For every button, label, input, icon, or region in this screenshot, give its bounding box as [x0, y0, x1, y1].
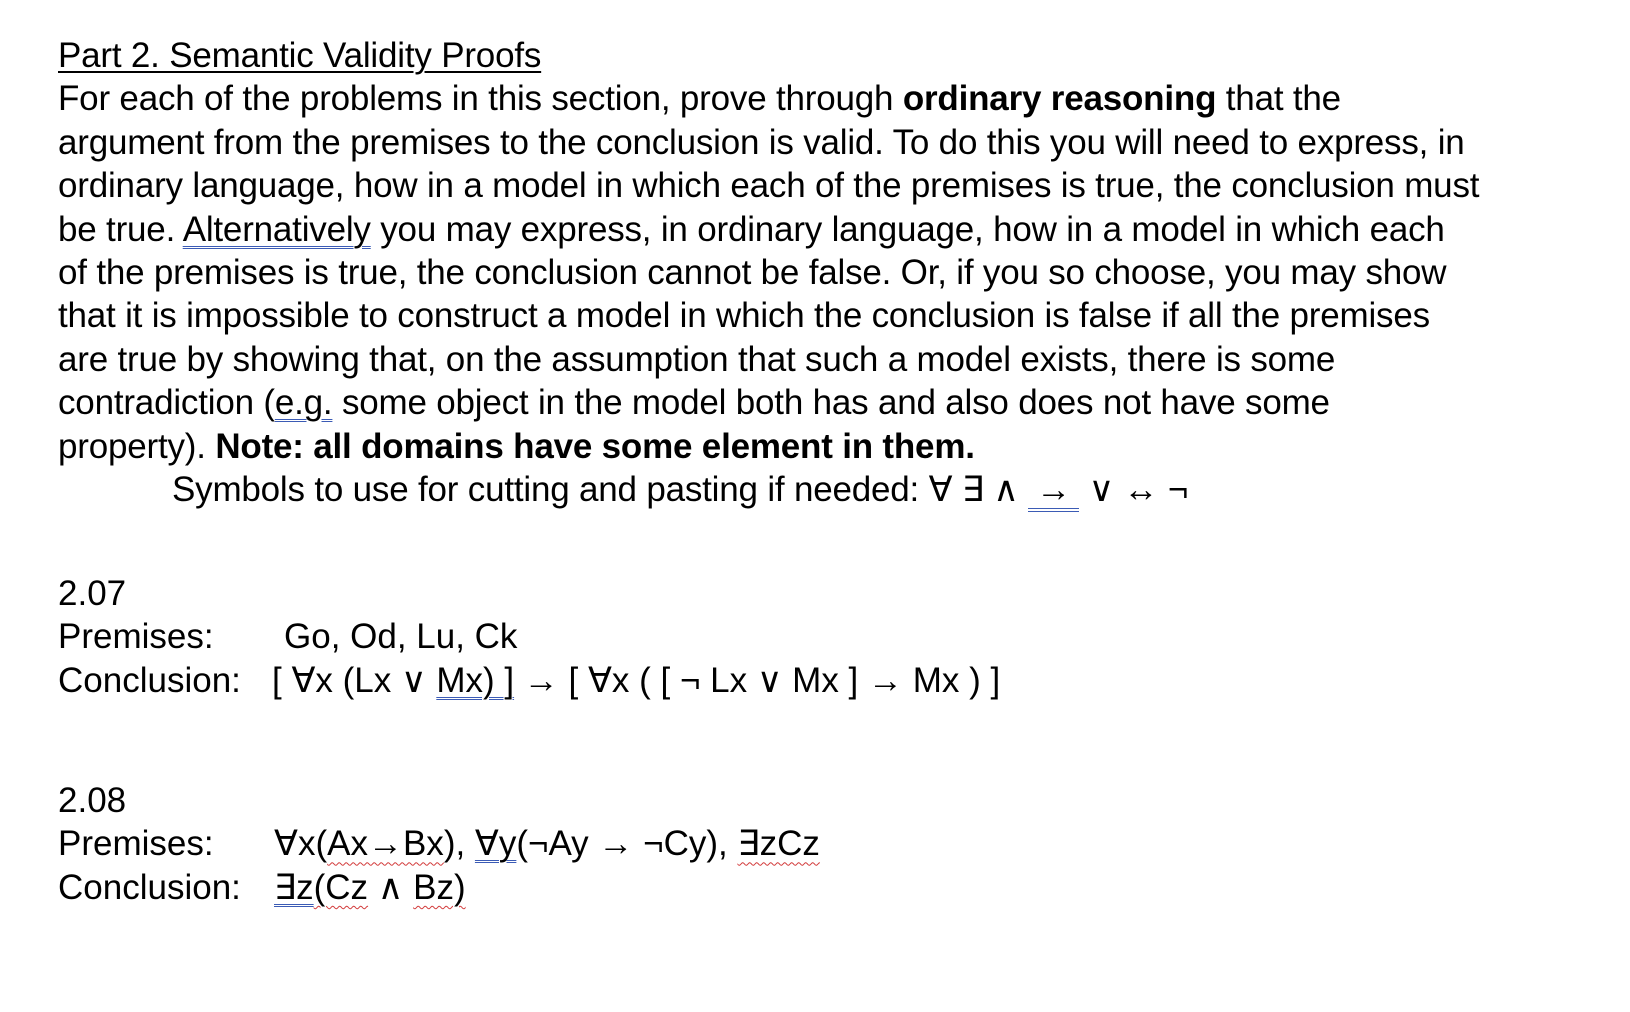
conclusion-label: Conclusion:: [58, 867, 241, 907]
spelling-flag-axbx[interactable]: Ax→Bx: [327, 824, 444, 864]
intro-line-7: are true by showing that, on the assumption that such a model exists, there is some: [58, 339, 1336, 379]
formula-part: ∧: [368, 867, 414, 907]
premises-formula: [274, 822, 820, 865]
document-body: [58, 34, 1618, 512]
intro-text: some object in the model both has and also does not have some: [332, 383, 1330, 423]
symbol-arrow[interactable]: →: [1028, 472, 1079, 512]
conclusion-formula: [272, 659, 1000, 702]
intro-text: you may express, in ordinary language, how in a model in which each: [370, 209, 1445, 249]
intro-text: that the: [1216, 79, 1341, 119]
premises-row: [58, 822, 820, 865]
formula-part: → [ ∀x ( [ ¬ Lx ∨ Mx ] → Mx ) ]: [514, 660, 1001, 700]
formula-part: ),: [443, 824, 475, 864]
intro-line-3: ordinary language, how in a model in which each of the premises is true, the conclusion must: [58, 166, 1480, 206]
intro-line-5: of the premises is true, the conclusion cannot be false. Or, if you so choose, you may show: [58, 253, 1447, 293]
grammar-flag-bracket[interactable]: Mx) ]: [436, 660, 515, 700]
symbols-connectives[interactable]: ∨ ↔ ¬: [1079, 470, 1189, 510]
spelling-flag-bz[interactable]: Bz): [413, 867, 466, 907]
symbols-quantifiers[interactable]: ∀ ∃ ∧: [928, 470, 1029, 510]
problem-2-07: [58, 572, 1000, 702]
conclusion-label: Conclusion:: [58, 660, 241, 700]
conclusion-row: [58, 659, 1000, 702]
intro-text: property).: [58, 426, 216, 466]
premises-label: Premises:: [58, 617, 214, 657]
grammar-flag-alternatively[interactable]: Alternatively: [182, 209, 371, 249]
formula-part: ∀x(: [274, 824, 328, 864]
intro-line-1: [58, 77, 1618, 120]
conclusion-row: [58, 866, 820, 909]
premises-label: Premises:: [58, 824, 214, 864]
formula-part: (¬Ay → ¬Cy),: [516, 824, 738, 864]
note-domains: Note: all domains have some element in them.: [215, 426, 975, 466]
intro-text: For each of the problems in this section, prove through: [58, 79, 903, 119]
symbols-label: Symbols to use for cutting and pasting if needed:: [172, 470, 929, 510]
problem-number: 2.08: [58, 781, 127, 820]
problem-number: 2.07: [58, 574, 127, 613]
symbols-line: [58, 468, 1618, 512]
problem-2-08: [58, 779, 820, 909]
grammar-flag-forall-y[interactable]: ∀y: [474, 824, 517, 864]
conclusion-formula: [274, 866, 466, 909]
premises-row: [58, 615, 1000, 658]
intro-line-8: [58, 381, 1618, 424]
grammar-flag-exist-z[interactable]: ∃z: [274, 867, 314, 907]
intro-text: contradiction (: [58, 383, 275, 423]
section-title: Part 2. Semantic Validity Proofs: [58, 36, 542, 75]
grammar-flag-eg[interactable]: e.g.: [274, 383, 333, 423]
intro-text: be true.: [58, 209, 183, 249]
intro-line-9: [58, 425, 1618, 468]
intro-line-2: argument from the premises to the conclusion is valid. To do this you will need to express, in: [58, 122, 1465, 162]
spelling-flag-existz[interactable]: ∃zCz: [737, 824, 820, 864]
intro-line-6: that it is impossible to construct a model in which the conclusion is false if all the premises: [58, 296, 1430, 336]
emphasis-ordinary-reasoning: ordinary reasoning: [902, 79, 1217, 119]
formula-part: [ ∀x (Lx ∨: [272, 660, 437, 700]
premises-formula: Go, Od, Lu, Ck: [284, 617, 518, 657]
intro-line-4: [58, 208, 1618, 251]
spelling-flag-cz[interactable]: (Cz: [313, 867, 369, 907]
